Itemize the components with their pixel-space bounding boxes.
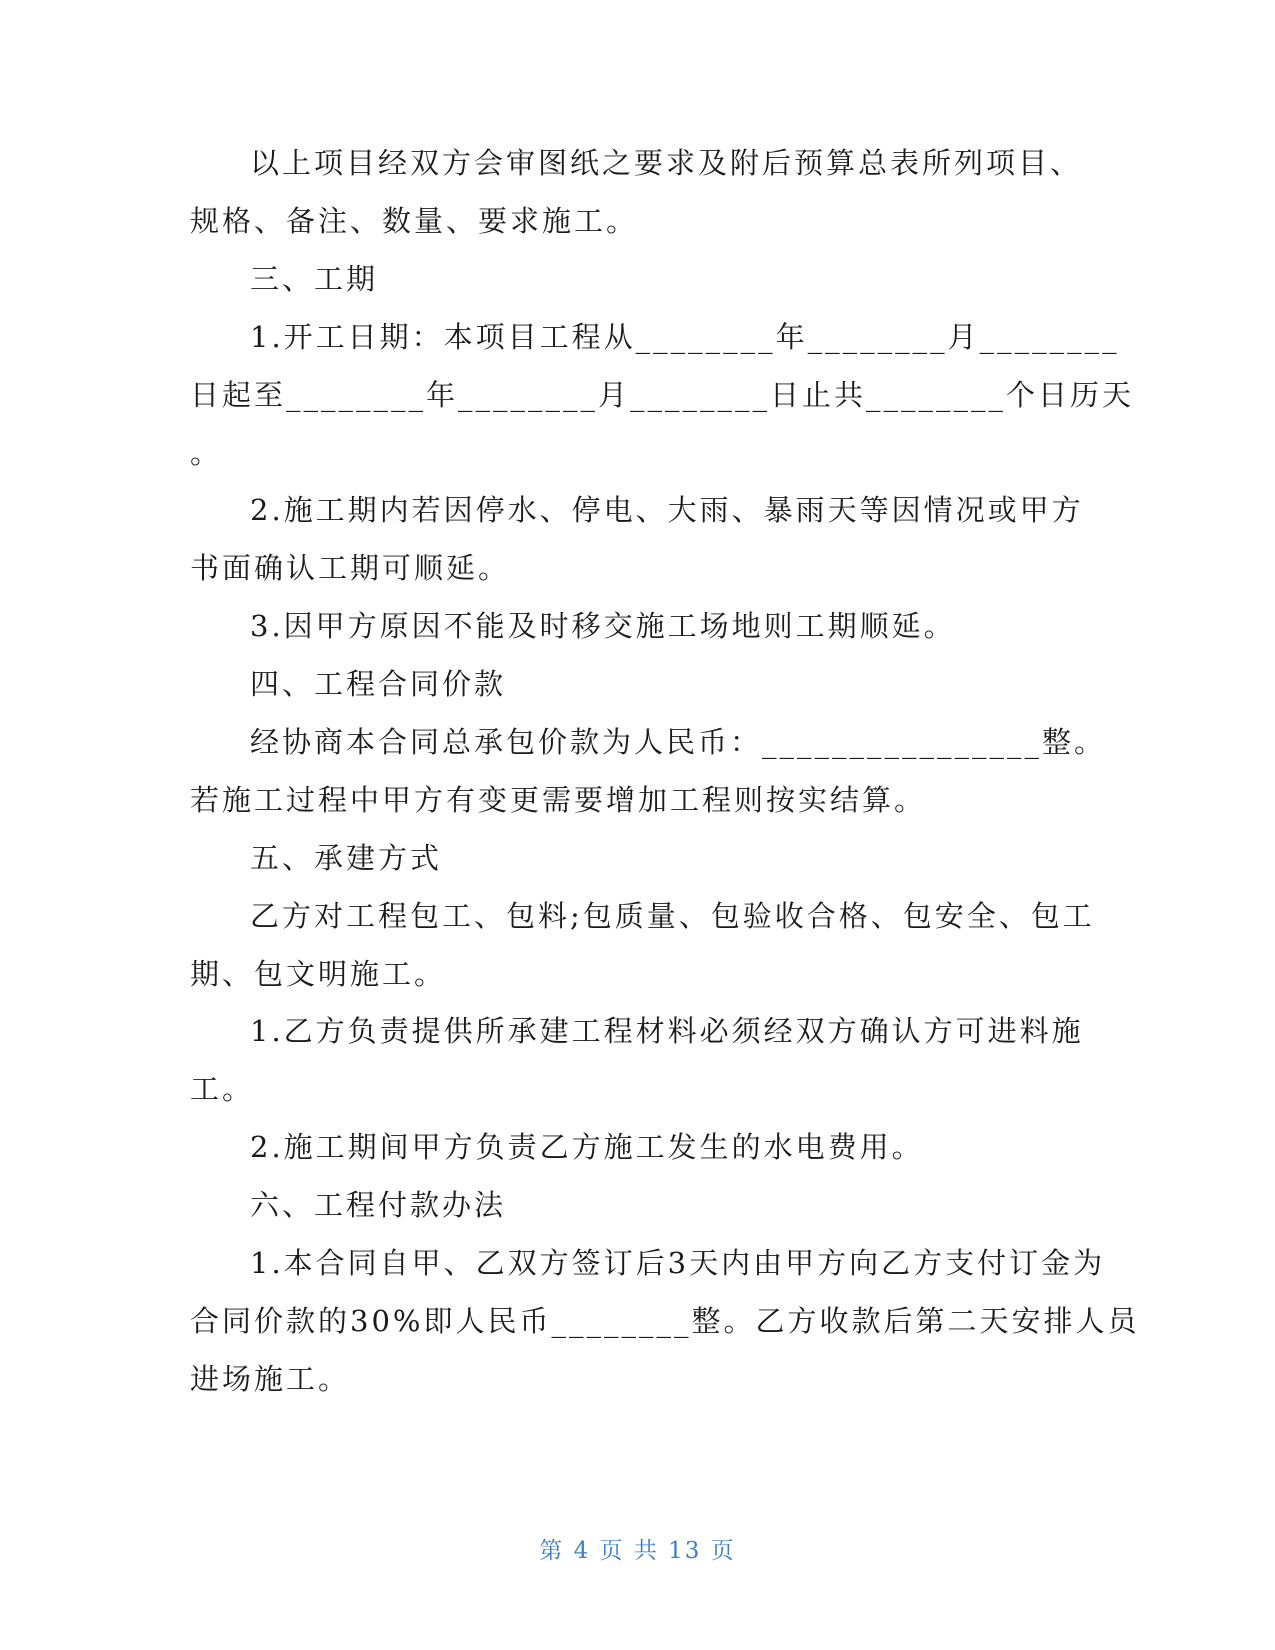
page-number-footer: 第 4 页 共 13 页	[539, 1538, 736, 1564]
body-line: 规格、备注、数量、要求施工。	[190, 204, 639, 238]
body-line: 书面确认工期可顺延。	[190, 551, 511, 585]
body-line: 进场施工。	[190, 1362, 351, 1396]
section-heading: 四、工程合同价款	[250, 667, 507, 701]
body-line: 3.因甲方原因不能及时移交施工场地则工期顺延。	[250, 609, 956, 643]
body-line: 日起至________年________月________日止共________个日历天	[190, 378, 1135, 412]
body-line: 2.施工期内若因停水、停电、大雨、暴雨天等因情况或甲方	[250, 493, 1084, 527]
body-line: 工。	[190, 1072, 255, 1106]
body-line: 若施工过程中甲方有变更需要增加工程则按实结算。	[190, 783, 927, 817]
body-line: 2.施工期间甲方负责乙方施工发生的水电费用。	[250, 1130, 924, 1164]
body-line: 合同价款的30%即人民币________整。乙方收款后第二天安排人员	[190, 1304, 1140, 1338]
body-line: 1.乙方负责提供所承建工程材料必须经双方确认方可进料施	[250, 1014, 1084, 1048]
body-line: 期、包文明施工。	[190, 957, 447, 991]
body-line: 经协商本合同总承包价款为人民币：________________整。	[250, 725, 1107, 759]
section-heading: 三、工期	[250, 262, 379, 296]
section-heading: 五、承建方式	[250, 841, 443, 875]
body-line: 乙方对工程包工、包料;包质量、包验收合格、包安全、包工	[250, 899, 1095, 933]
body-line: 。	[190, 436, 223, 470]
body-line: 1.开工日期：本项目工程从________年________月________	[250, 320, 1120, 354]
body-line: 以上项目经双方会审图纸之要求及附后预算总表所列项目、	[250, 146, 1083, 180]
body-line: 1.本合同自甲、乙双方签订后3天内由甲方向乙方支付订金为	[250, 1246, 1106, 1280]
section-heading: 六、工程付款办法	[250, 1188, 507, 1222]
